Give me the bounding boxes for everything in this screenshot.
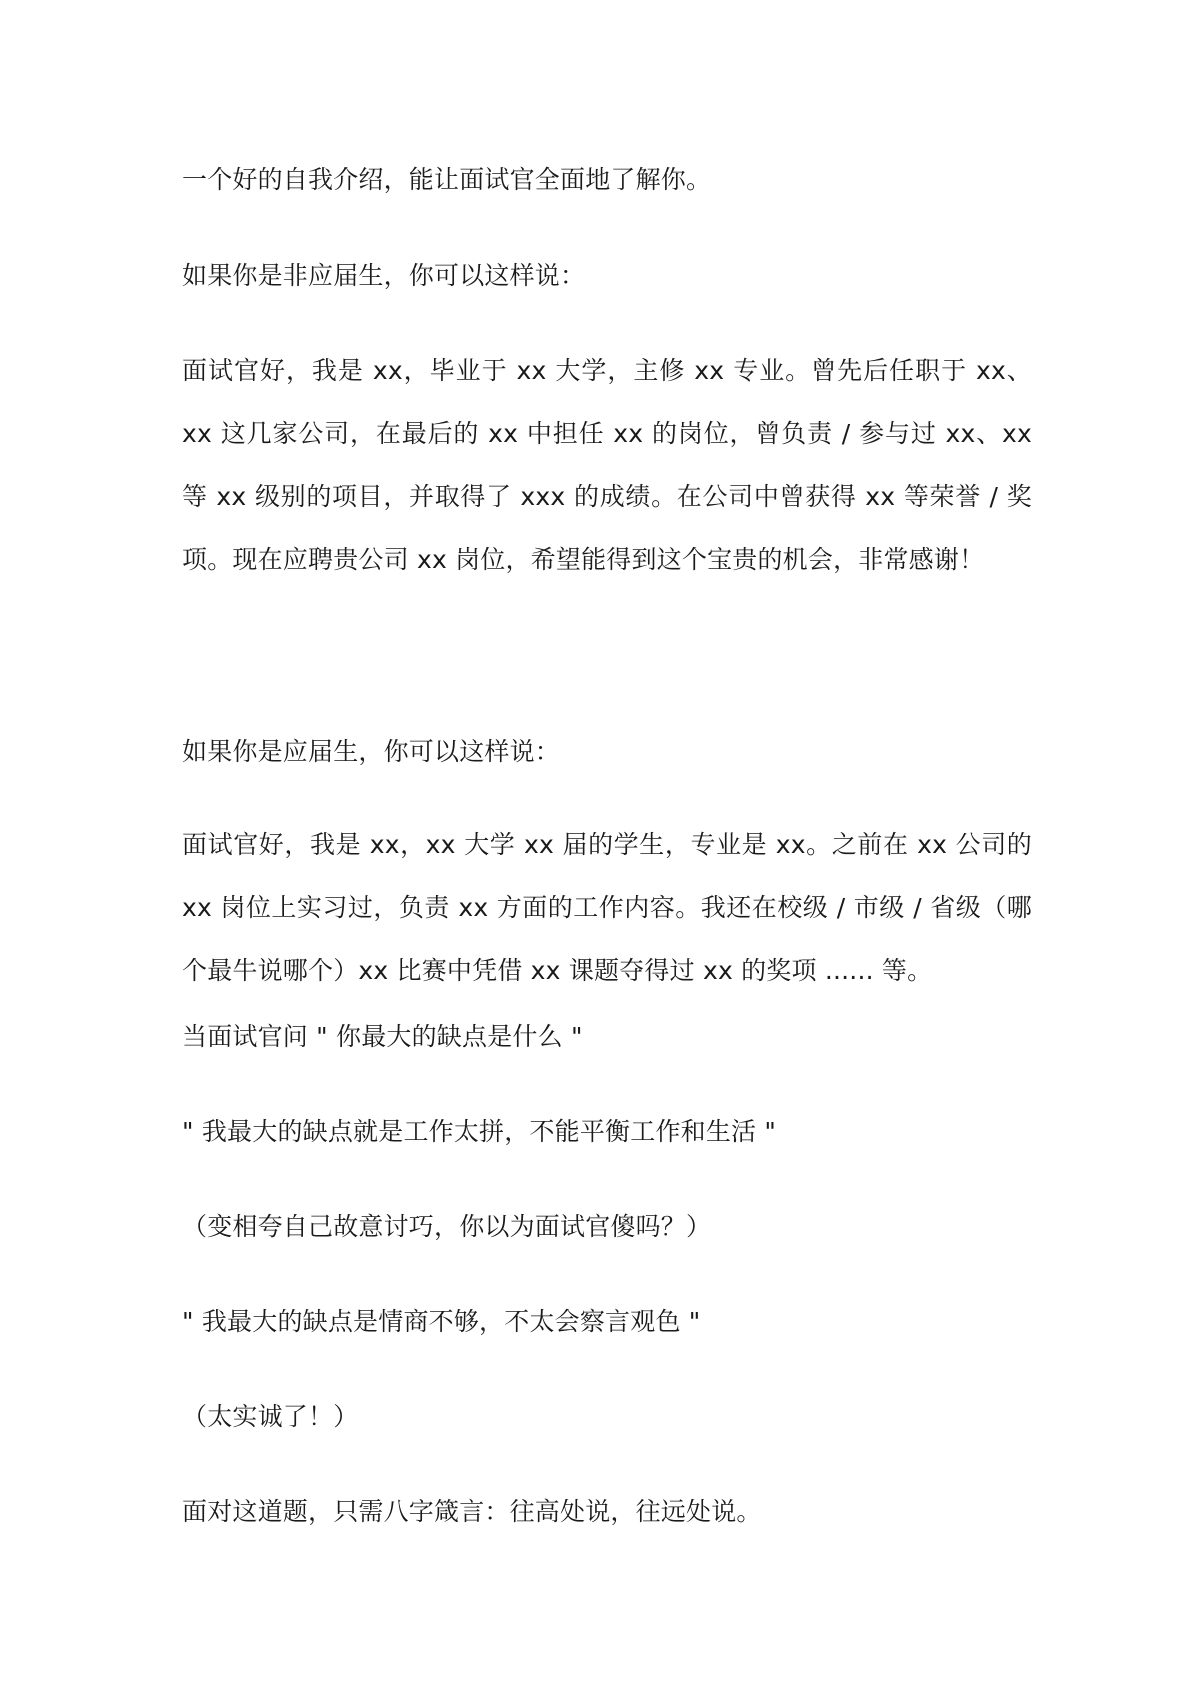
experienced-script-line-4: 项。现在应聘贵公司 xx 岗位，希望能得到这个宝贵的机会，非常感谢！ [182,545,985,574]
comment-1: （变相夸自己故意讨巧，你以为面试官傻吗？） [182,1212,712,1241]
experienced-script-line-3: 等 xx 级别的项目，并取得了 xxx 的成绩。在公司中曾获得 xx 等荣誉 / 奖 [182,482,1032,511]
weakness-question: 当面试官问 " 你最大的缺点是什么 " [182,1022,583,1051]
experienced-heading: 如果你是非应届生，你可以这样说： [182,261,586,290]
experienced-script-paragraph [182,339,1032,591]
answer-1: " 我最大的缺点就是工作太拼，不能平衡工作和生活 " [182,1117,777,1146]
graduate-heading: 如果你是应届生，你可以这样说： [182,737,561,766]
graduate-script-line-2: xx 岗位上实习过，负责 xx 方面的工作内容。我还在校级 / 市级 / 省级（哪 [182,893,1032,922]
experienced-script-line-2: xx 这几家公司，在最后的 xx 中担任 xx 的岗位，曾负责 / 参与过 xx、xx [182,419,1032,448]
conclusion-paragraph: 面对这道题，只需八字箴言：往高处说，往远处说。 [182,1497,762,1526]
graduate-script-line-3: 个最牛说哪个）xx 比赛中凭借 xx 课题夺得过 xx 的奖项 ...... 等。 [182,956,933,985]
comment-2: （太实诚了！） [182,1402,359,1431]
graduate-script-paragraph [182,813,1032,1002]
graduate-script-line-1: 面试官好，我是 xx，xx 大学 xx 届的学生，专业是 xx。之前在 xx 公司的 [182,830,1032,859]
experienced-script-line-1: 面试官好，我是 xx，毕业于 xx 大学，主修 xx 专业。曾先后任职于 xx、 [182,356,1032,385]
intro-paragraph: 一个好的自我介绍，能让面试官全面地了解你。 [182,165,712,194]
answer-2: " 我最大的缺点是情商不够，不太会察言观色 " [182,1307,701,1336]
